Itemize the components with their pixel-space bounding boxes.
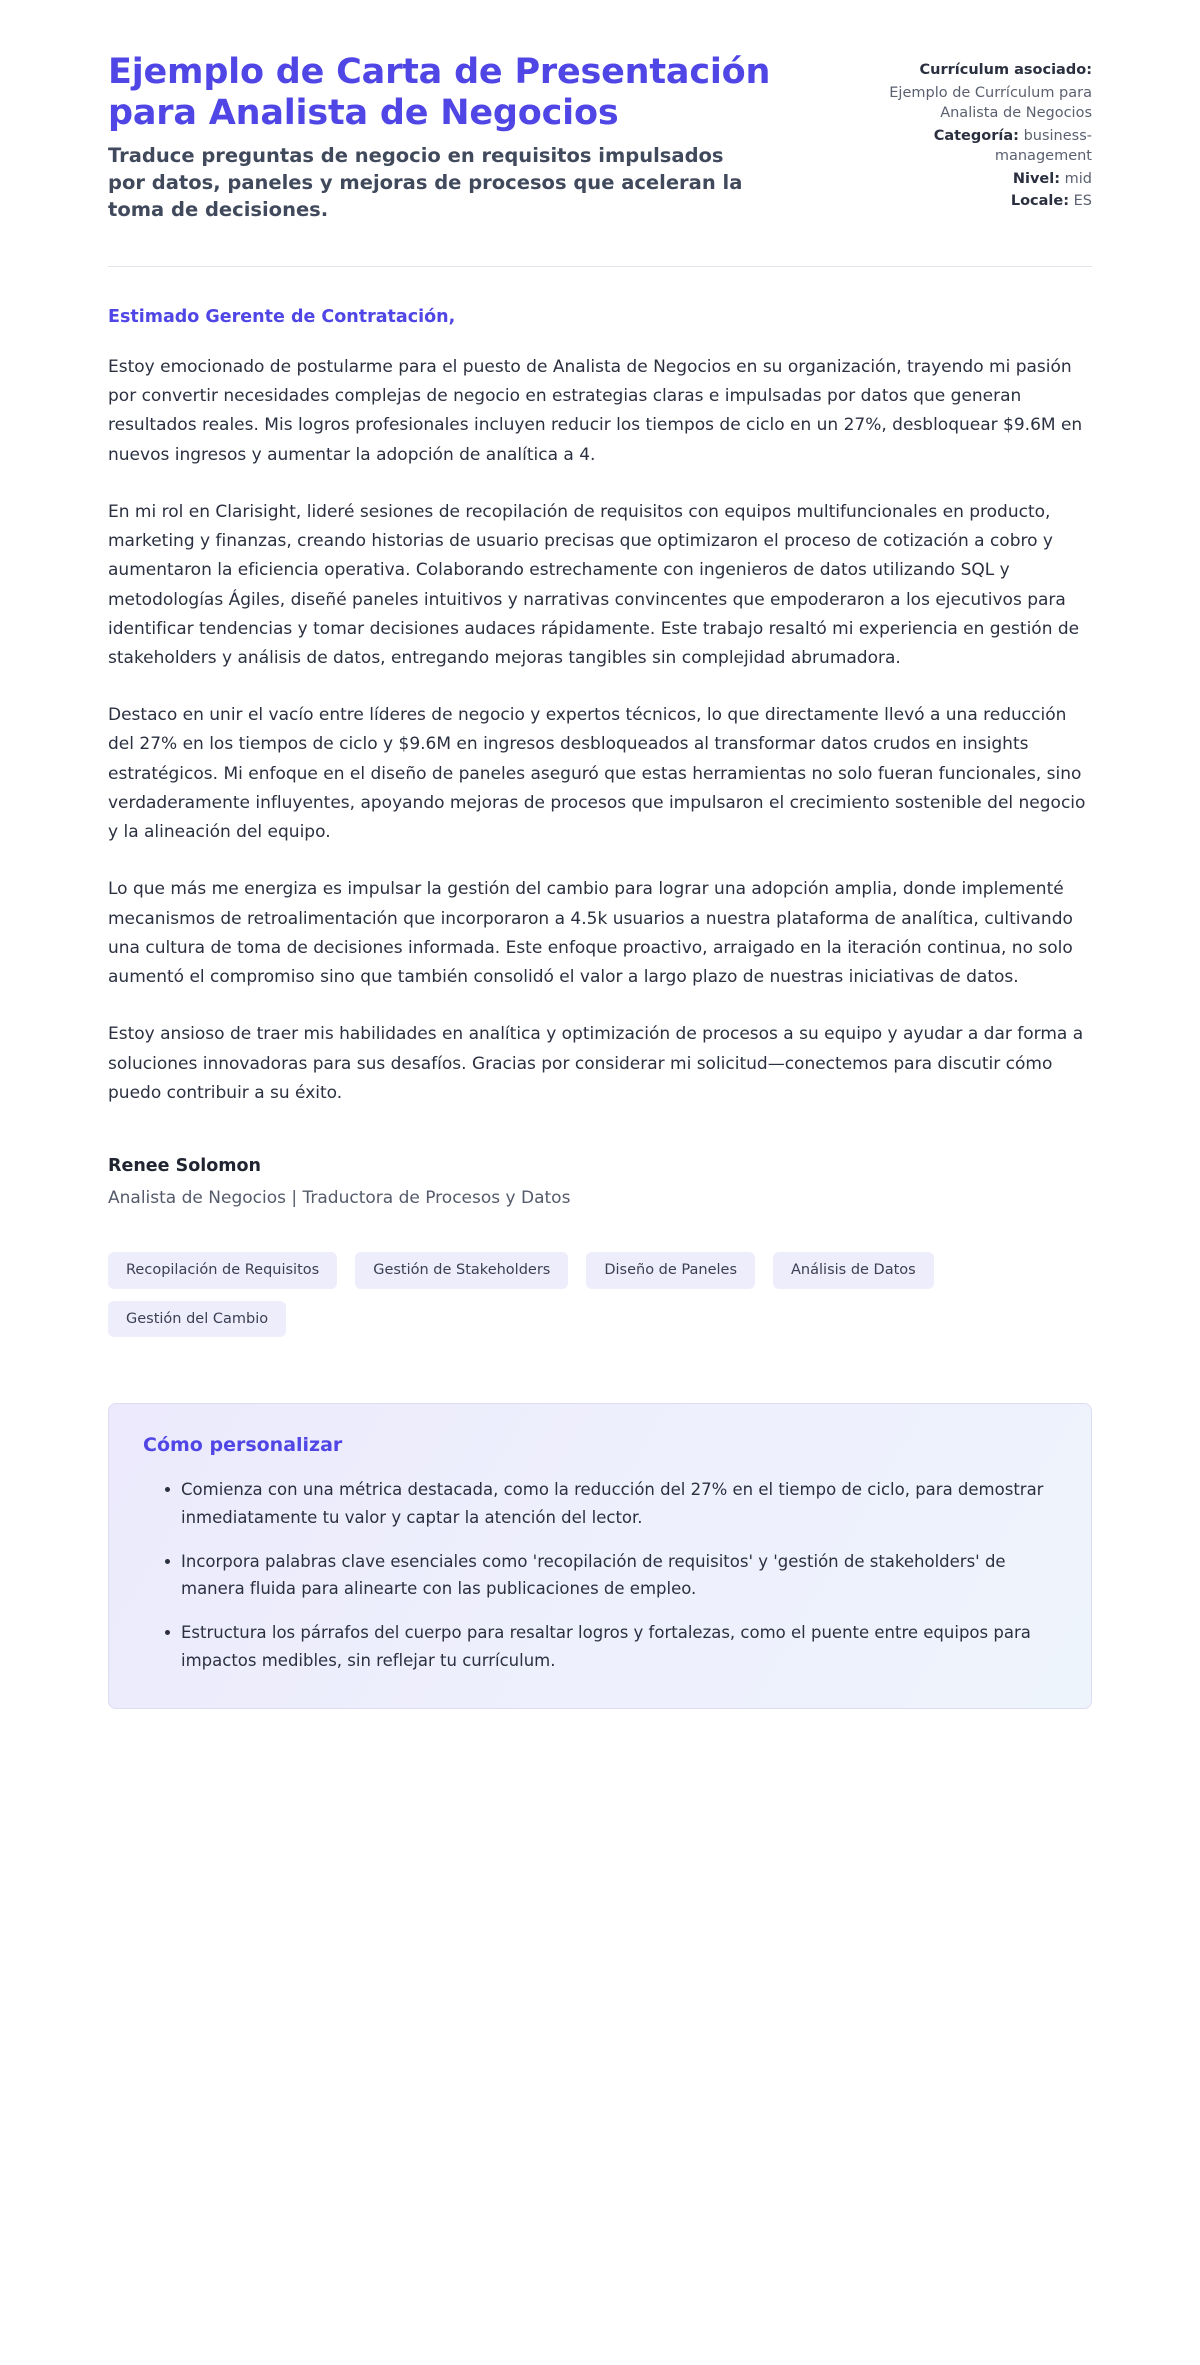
- skill-chip: Recopilación de Requisitos: [108, 1252, 337, 1289]
- meta-category: [864, 126, 1092, 167]
- page-title: Ejemplo de Carta de Presentación para Analista de Negocios: [108, 52, 771, 133]
- meta-resume-value-row: [864, 83, 1092, 124]
- skill-chip: Diseño de Paneles: [586, 1252, 755, 1289]
- letter-paragraph: Estoy emocionado de postularme para el puesto de Analista de Negocios en su organización, trayendo mi pasión por convertir necesidades complejas de negocio en estrategias claras e impulsadas por datos que generan resultados reales. Mis logros profesionales incluyen reducir los tiempos de ciclo en un 27%, desbloquear $9.6M en nuevos ingresos y aumentar la adopción de analítica a 4.: [108, 356, 1083, 465]
- tips-list-item: Incorpora palabras clave esenciales como 'recopilación de requisitos' y 'gestión de stakeholders' de manera fluida para alinearte con las publicaciones de empleo.: [165, 1548, 1057, 1603]
- page-subtitle: Traduce preguntas de negocio en requisitos impulsados por datos, paneles y mejoras de procesos que aceleran la toma de decisiones.: [108, 144, 743, 221]
- letter-signature: [108, 1156, 1092, 1208]
- meta-category-value: business-management: [994, 127, 1092, 165]
- letter-paragraph: Lo que más me energiza es impulsar la gestión del cambio para lograr una adopción amplia, donde implementé mecanismos de retroalimentación que incorporaron a 4.5k usuarios a nuestra plataforma de analítica, cultivando una cultura de toma de decisiones informada. Este enfoque proactivo, arraigado en la iteración continua, no solo aumentó el compromiso sino que también consolidó el valor a largo plazo de nuestras iniciativas de datos.: [108, 879, 1073, 988]
- signature-role: Analista de Negocios | Traductora de Procesos y Datos: [108, 1188, 571, 1209]
- letter-paragraph: En mi rol en Clarisight, lideré sesiones de recopilación de requisitos con equipos multifuncionales en producto, marketing y finanzas, creando historias de usuario precisas que optimizaron el proceso de cotización a cobro y aumentaron la eficiencia operativa. Colaborando estrechamente con ingenieros de datos utilizando SQL y metodologías Ágiles, diseñé paneles intuitivos y narrativas convincentes que empoderaron a los ejecutivos para identificar tendencias y tomar decisiones audaces rápidamente. Este trabajo resaltó mi experiencia en gestión de stakeholders y análisis de datos, entregando mejoras tangibles sin complejidad abrumadora.: [108, 501, 1080, 669]
- document-metadata: [864, 52, 1092, 214]
- tips-title: Cómo personalizar: [143, 1434, 343, 1457]
- letter-body: [108, 267, 1092, 1208]
- document-header: [108, 52, 1092, 224]
- skill-chip: Gestión del Cambio: [108, 1301, 286, 1338]
- skill-chip: Gestión de Stakeholders: [355, 1252, 568, 1289]
- meta-level-label: Nivel:: [1012, 170, 1061, 187]
- signature-name: Renee Solomon: [108, 1156, 261, 1177]
- meta-resume-label: Currículum asociado:: [919, 62, 1092, 78]
- meta-resume-value: Ejemplo de Currículum para Analista de Negocios: [889, 84, 1092, 122]
- skill-chip: Análisis de Datos: [773, 1252, 934, 1289]
- meta-level-value: mid: [1064, 170, 1092, 187]
- meta-level: [864, 169, 1092, 190]
- letter-paragraph: Destaco en unir el vacío entre líderes de negocio y expertos técnicos, lo que directamente llevó a una reducción del 27% en los tiempos de ciclo y $9.6M en ingresos desbloqueados al transformar datos crudos en insights estratégicos. Mi enfoque en el diseño de paneles aseguró que estas herramientas no solo fueran funcionales, sino verdaderamente influyentes, apoyando mejoras de procesos que impulsaron el crecimiento sostenible del negocio y la alineación del equipo.: [108, 705, 1086, 843]
- meta-locale-value: ES: [1073, 193, 1092, 210]
- tips-list: [143, 1476, 1057, 1674]
- skill-chip-list: [108, 1252, 1068, 1337]
- letter-salutation: Estimado Gerente de Contratación,: [108, 306, 456, 327]
- header-title-block: [108, 52, 788, 224]
- meta-category-label: Categoría:: [933, 127, 1019, 144]
- meta-associated-resume: [864, 60, 1092, 81]
- tips-list-item: Comienza con una métrica destacada, como la reducción del 27% en el tiempo de ciclo, para demostrar inmediatamente tu valor y captar la atención del lector.: [165, 1476, 1057, 1531]
- letter-paragraph: Estoy ansioso de traer mis habilidades en analítica y optimización de procesos a su equipo y ayudar a dar forma a soluciones innovadoras para sus desafíos. Gracias por considerar mi solicitud—conectemos para discutir cómo puedo contribuir a su éxito.: [108, 1024, 1084, 1103]
- customization-tips-card: [108, 1403, 1092, 1709]
- meta-locale: [864, 191, 1092, 212]
- meta-locale-label: Locale:: [1010, 193, 1070, 210]
- tips-list-item: Estructura los párrafos del cuerpo para resaltar logros y fortalezas, como el puente entre equipos para impactos medibles, sin reflejar tu currículum.: [165, 1619, 1057, 1674]
